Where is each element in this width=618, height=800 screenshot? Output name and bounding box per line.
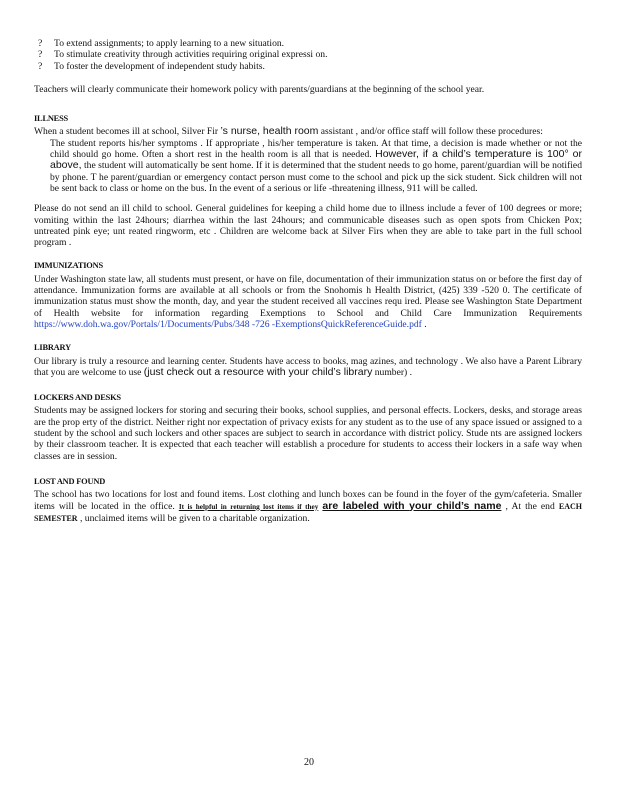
- lost-found-heading: LOST AND FOUND: [34, 476, 106, 486]
- lockers-heading: LOCKERS AND DESKS: [34, 393, 121, 403]
- illness-proc-b: However, if a child’s temperature is 100° or above,: [50, 148, 582, 172]
- illness-intro-c: assistant , and/or office staff will follow these procedures:: [318, 126, 543, 138]
- lost-found-section: [34, 476, 582, 524]
- illness-intro-a: When a student becomes ill at school, Silver Fir: [34, 126, 221, 138]
- bullet-text: To foster the development of independent study habits.: [54, 60, 265, 72]
- library-text-b: (just check out a resource with your child’s library: [143, 365, 373, 378]
- lost-found-text: [34, 489, 582, 524]
- bullet-list: [34, 38, 582, 72]
- illness-intro-b: ’s nurse, health room: [220, 125, 319, 138]
- lost-found-text-d: , At the end: [501, 500, 559, 512]
- bullet-mark: ?: [38, 60, 43, 72]
- bullet-item: [34, 61, 582, 72]
- library-section: [34, 342, 582, 378]
- immunizations-section: [34, 260, 582, 330]
- lockers-text: Students may be assigned lockers for storing and securing their books, school supplies, and personal effects. Lockers, desks, and storage areas are the prop erty of the district. Neither right nor expectation of privacy exists for any student as to the use of any space issued or assigned to a student by the school and such lockers and other spaces are subject to search in accordance with district policy. Stude nts are assigned lockers by their classroom teacher. It is expected that each teacher will establish a procedure for students to access their lockers in a safe way when classes are in session.: [34, 405, 582, 462]
- bullet-text: To extend assignments; to apply learning to a new situation.: [54, 38, 285, 49]
- illness-section: [34, 113, 582, 248]
- illness-intro: [34, 126, 582, 137]
- library-text: [34, 356, 582, 379]
- immunizations-body: Under Washington state law, all students must present, or have on file, documentation of their immunization status on or before the first day of attendance. Immunization forms are available at all schools or from the Snohomis h Health District, (425) 339 -520 0. The certificate of immunization status must show the month, day, and year the student received all vaccines requ ired. Please see Washington State Department of Health website for information regarding Exemptions to School and Child Care Immunization Requirements: [34, 273, 582, 319]
- bullet-mark: ?: [38, 38, 43, 49]
- library-text-c: number) .: [372, 366, 413, 378]
- bullet-item: [34, 49, 582, 60]
- lost-found-text-e: EACH SEMESTER: [34, 501, 582, 523]
- homework-policy: Teachers will clearly communicate their homework policy with parents/guardians at the beginning of the school year.: [34, 83, 485, 95]
- illness-guidelines: Please do not send an ill child to school. General guidelines for keeping a child home due to illness include a fever of 100 degrees or more; vomiting within the last 24hours; diarrhea within the last 24hours; and communicable diseases such as open spots from Chicken Pox; untreated pink eye; unt reated ringworm, etc . Children are welcome back at Silver Firs when they are able to take part in the full school program .: [34, 203, 582, 249]
- illness-proc-a: The student reports his/her symptoms . If appropriate , his/her temperature is taken. At that time, a decision is made whether or not the child should go home. Often a short rest in the health room is all that is needed.: [50, 137, 582, 161]
- bullet-text: To stimulate creativity through activities requiring original expressi on.: [54, 49, 328, 61]
- lost-found-text-a: The school has two locations for lost and found items. Lost clothing and lunch boxes can be found in the foyer of the gym/cafeteria. Smaller items will be located in the office.: [34, 489, 582, 512]
- library-heading: LIBRARY: [34, 343, 71, 353]
- document-page: [34, 38, 582, 524]
- page-number: 20: [304, 757, 314, 768]
- lost-found-text-f: , unclaimed items will be given to a charitable organization.: [77, 512, 310, 524]
- illness-procedure: [34, 138, 582, 194]
- immunizations-text: [34, 274, 582, 330]
- bullet-item: [34, 38, 582, 49]
- immunizations-heading: IMMUNIZATIONS: [34, 261, 103, 271]
- lost-found-text-c: are labeled with your child’s name: [322, 499, 502, 512]
- illness-heading: ILLNESS: [34, 114, 68, 124]
- lost-found-text-b: It is helpful in returning lost items if they: [178, 502, 319, 511]
- illness-proc-c: the student will automatically be sent home. If it is determined that the student needs to go home, parent/guardian will be notified by phone. T he parent/guardian or emergency contact person must come to the school and pick up the sick student. Sick children will not be sent back to class or home on the bus. In the event of a serious or life -threatening illness, 911 will be called.: [50, 160, 582, 194]
- lockers-section: [34, 392, 582, 462]
- exemptions-link[interactable]: https://www.doh.wa.gov/Portals/1/Documents/Pubs/348 -726 -ExemptionsQuickReferenceGuide.pdf: [34, 318, 422, 330]
- library-text-a: Our library is truly a resource and learning center. Students have access to books, mag azines, and technology . We also have a Parent Library that you are welcome to use: [34, 355, 582, 378]
- immunizations-end: .: [421, 318, 427, 330]
- bullet-mark: ?: [38, 49, 43, 61]
